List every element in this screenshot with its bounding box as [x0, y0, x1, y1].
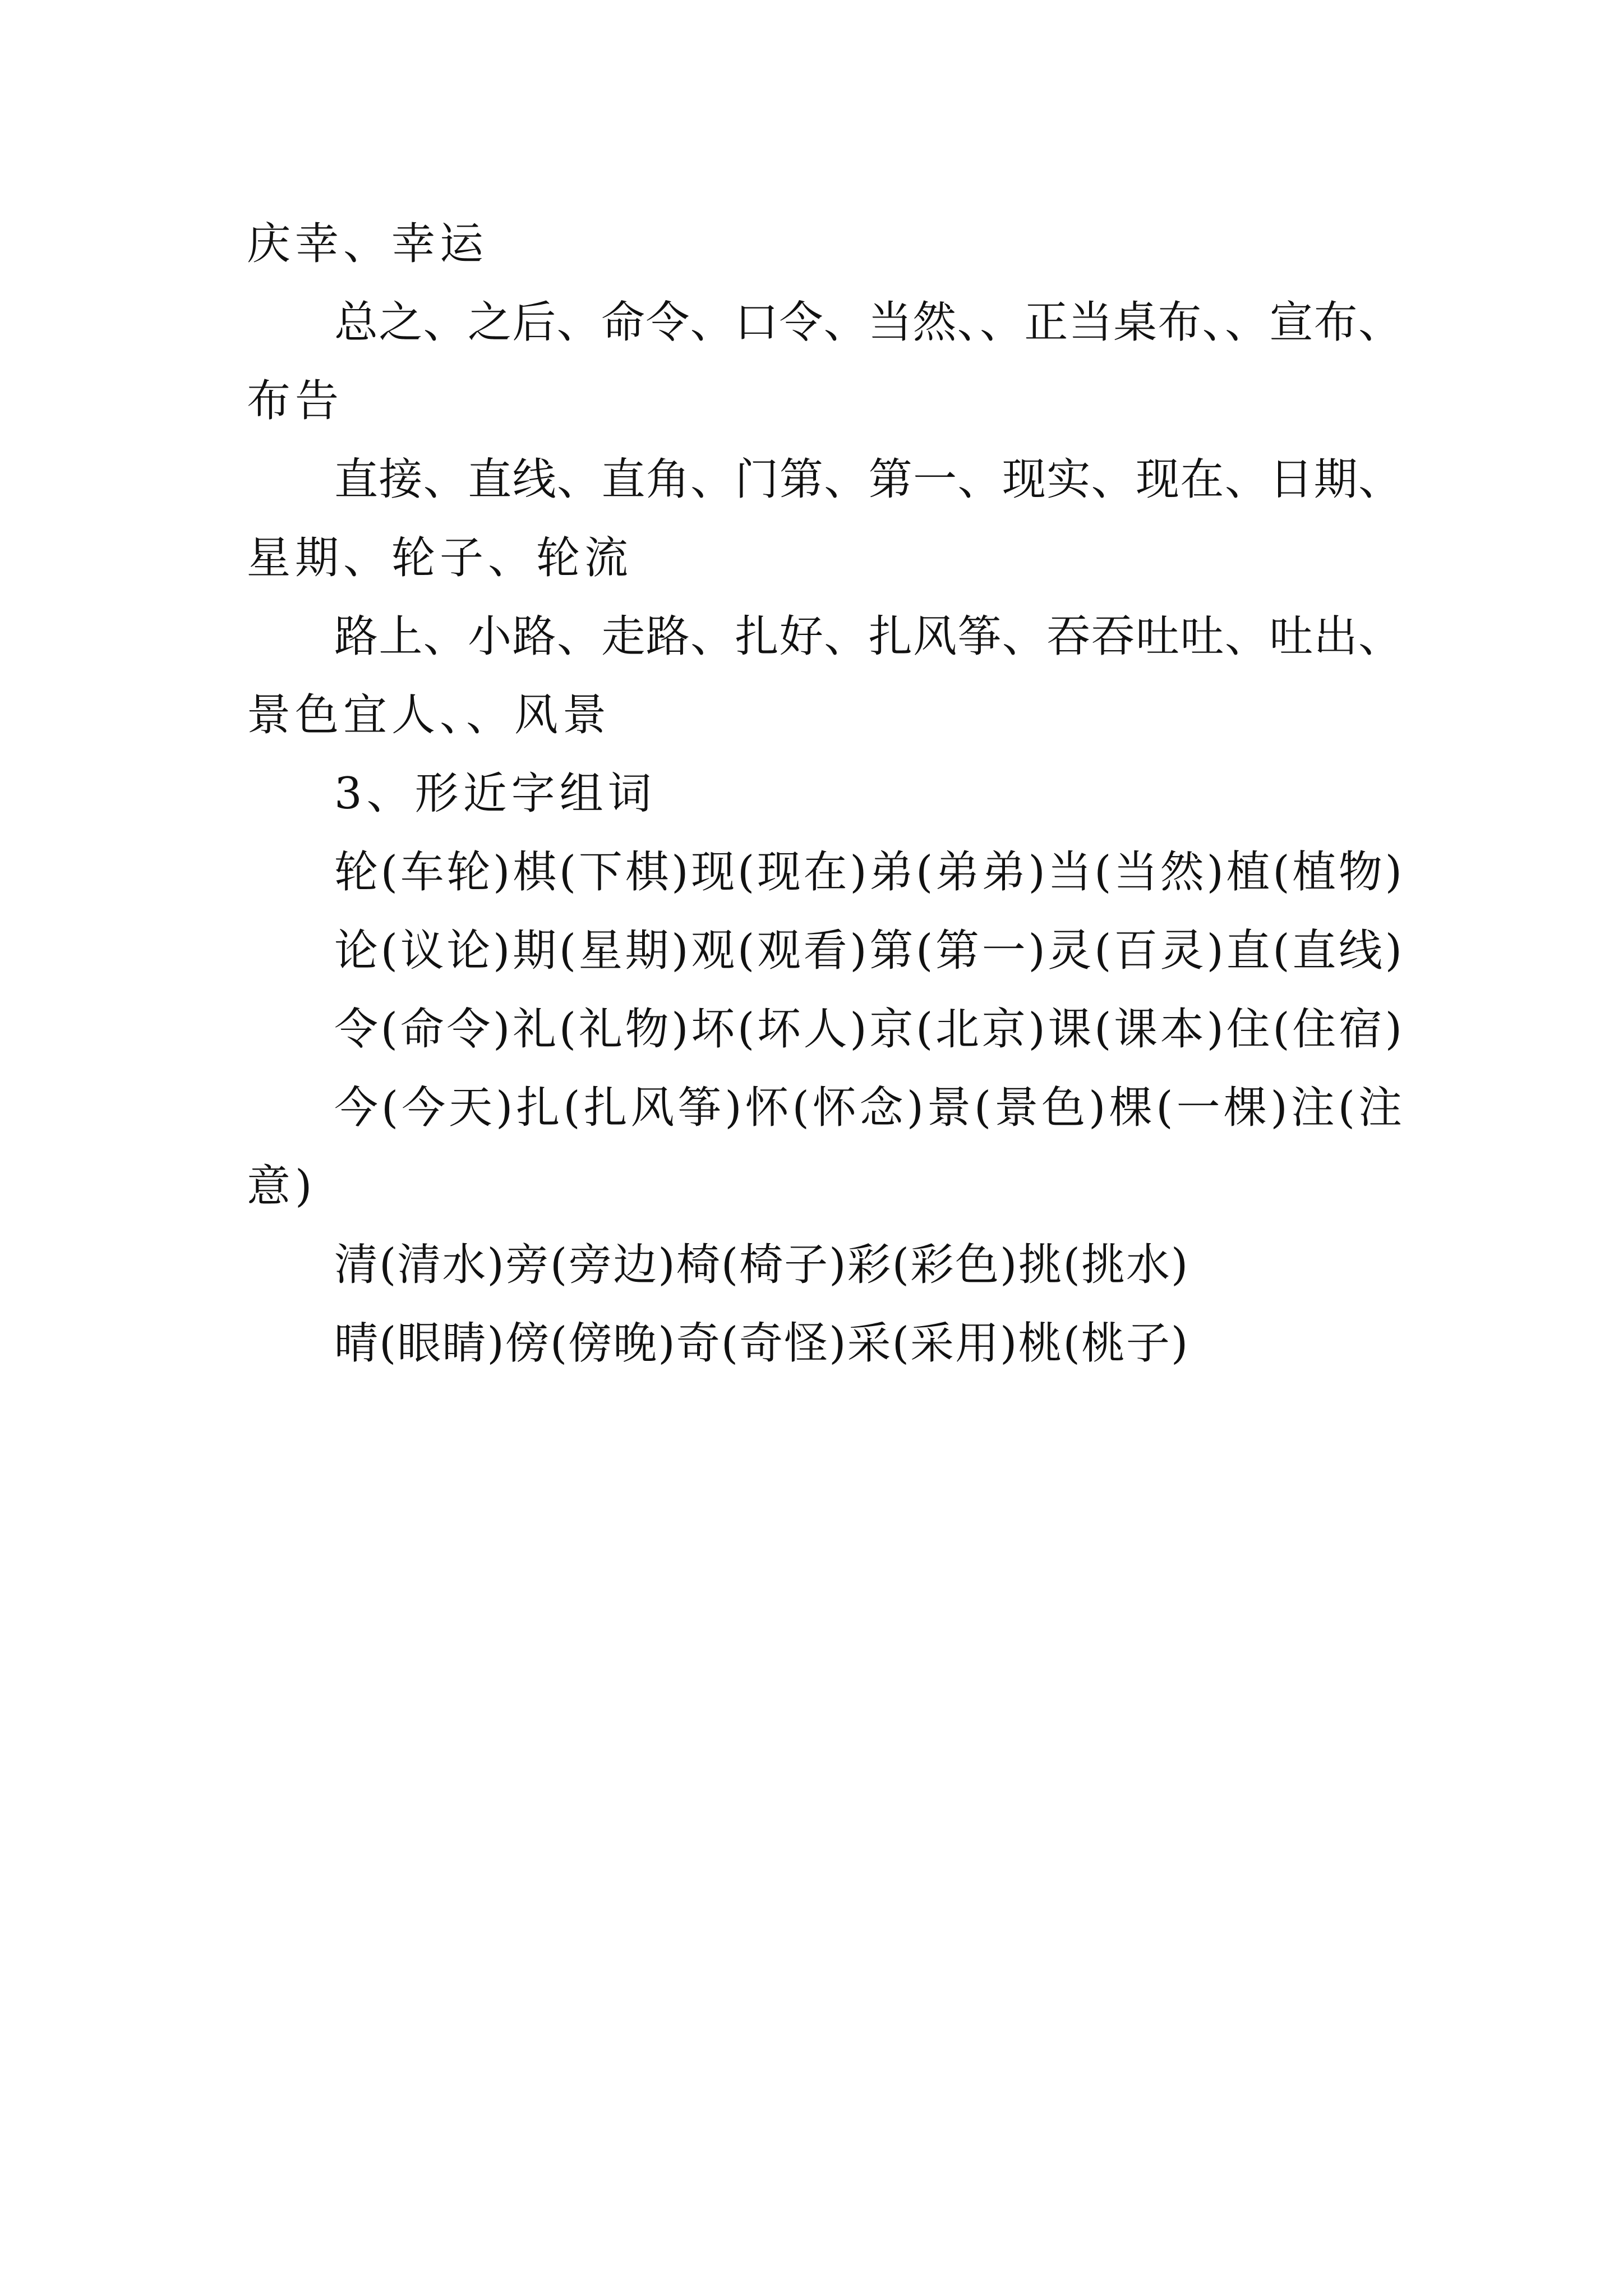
text-line: 路上、小路、走路、扎好、扎风筝、吞吞吐吐、吐出、	[334, 611, 1402, 662]
document-body	[247, 205, 1402, 1383]
text-line: 布告	[247, 376, 344, 426]
text-line: 今(今天)扎(扎风筝)怀(怀念)景(景色)棵(一棵)注(注	[334, 1083, 1402, 1133]
text-line: 庆幸、幸运	[247, 219, 488, 269]
text-line: 总之、之后、命令、口令、当然、、正当桌布、、宣布、	[334, 297, 1402, 348]
text-line: 清(清水)旁(旁边)椅(椅子)彩(彩色)挑(挑水)	[334, 1240, 1189, 1290]
text-line: 意)	[247, 1161, 317, 1212]
text-line: 星期、轮子、轮流	[247, 533, 633, 583]
text-line: 晴(眼睛)傍(傍晚)奇(奇怪)采(采用)桃(桃子)	[334, 1318, 1189, 1369]
text-line: 轮(车轮)棋(下棋)现(现在)弟(弟弟)当(当然)植(植物)	[334, 847, 1402, 898]
text-line: 景色宜人、、风景	[247, 690, 611, 740]
text-line: 论(议论)期(星期)观(观看)第(第一)灵(百灵)直(直线)	[334, 926, 1402, 976]
section-heading: 3、形近字组词	[334, 769, 656, 819]
text-line: 令(命令)礼(礼物)坏(坏人)京(北京)课(课本)住(住宿)	[334, 1004, 1402, 1055]
text-line: 直接、直线、直角、门第、第一、现实、现在、日期、	[334, 454, 1402, 505]
